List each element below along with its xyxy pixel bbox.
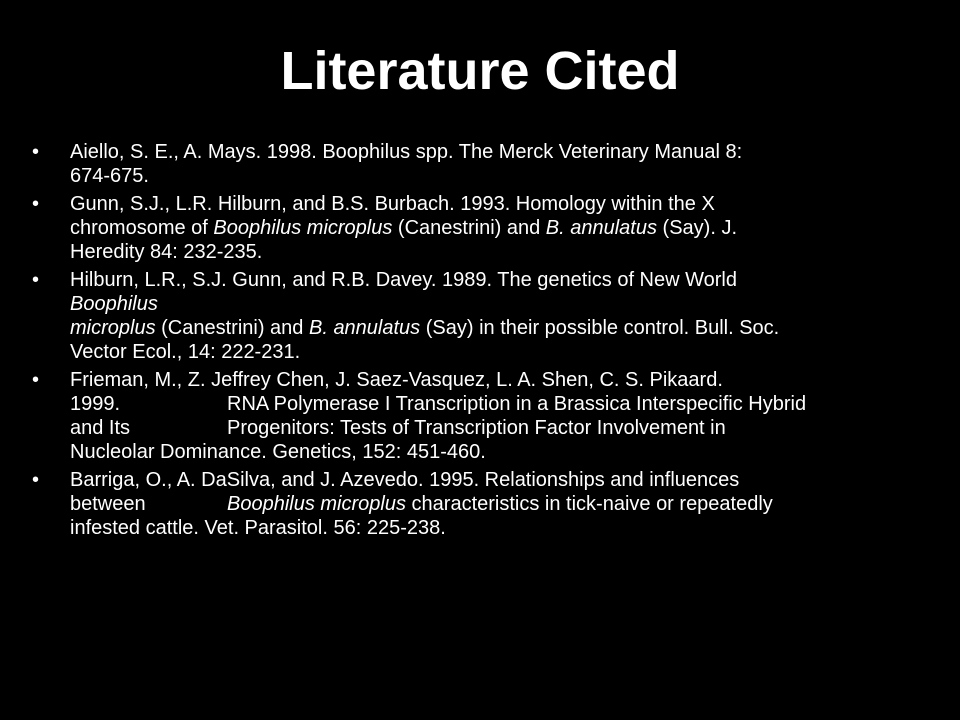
reference-line bbox=[70, 216, 932, 240]
reference-text: chromosome of bbox=[70, 217, 214, 239]
reference-text: Progenitors: Tests of Transcription Factor Involvement in bbox=[227, 417, 726, 439]
reference-text: infested cattle. Vet. Parasitol. 56: 225-238. bbox=[70, 517, 446, 539]
reference-line bbox=[70, 368, 932, 392]
reference-italic-text: Boophilus bbox=[70, 293, 158, 315]
reference-text: (Canestrini) and bbox=[155, 317, 309, 339]
reference-text: Barriga, O., A. DaSilva, and J. Azevedo. 1995. Relationships and influences bbox=[70, 469, 740, 491]
reference-line bbox=[70, 164, 932, 188]
reference-text: Frieman, M., Z. Jeffrey Chen, J. Saez-Vasquez, L. A. Shen, C. S. Pikaard. bbox=[70, 369, 723, 391]
reference-item bbox=[32, 140, 932, 188]
reference-italic-text: Boophilus microplus bbox=[213, 217, 393, 239]
reference-line bbox=[70, 140, 932, 164]
reference-tabbed-text: between bbox=[70, 493, 146, 515]
reference-text: Aiello, S. E., A. Mays. 1998. Boophilus spp. The Merck Veterinary Manual 8: bbox=[70, 141, 743, 163]
reference-line bbox=[70, 416, 932, 440]
reference-text: (Say). J. bbox=[656, 217, 737, 239]
reference-line bbox=[70, 292, 932, 316]
reference-italic-text: B. annulatus bbox=[545, 217, 657, 239]
reference-list bbox=[32, 140, 932, 544]
reference-line bbox=[70, 340, 932, 364]
bullet-icon: • bbox=[32, 193, 40, 215]
reference-text: Nucleolar Dominance. Genetics, 152: 451-460. bbox=[70, 441, 486, 463]
reference-line bbox=[70, 192, 932, 216]
bullet-icon: • bbox=[32, 469, 40, 491]
bullet-icon: • bbox=[32, 369, 40, 391]
reference-line bbox=[70, 492, 932, 516]
reference-item bbox=[32, 268, 932, 364]
reference-text: characteristics in tick-naive or repeatedly bbox=[405, 493, 773, 515]
reference-line bbox=[70, 468, 932, 492]
reference-text: (Say) in their possible control. Bull. Soc. bbox=[420, 317, 780, 339]
reference-text: Gunn, S.J., L.R. Hilburn, and B.S. Burbach. 1993. Homology within the X bbox=[70, 193, 715, 215]
reference-text: Vector Ecol., 14: 222-231. bbox=[70, 341, 301, 363]
reference-tabbed-text: 1999. bbox=[70, 393, 121, 415]
reference-text: Heredity 84: 232-235. bbox=[70, 241, 263, 263]
reference-item bbox=[32, 468, 932, 540]
reference-line bbox=[70, 268, 932, 292]
bullet-icon: • bbox=[32, 141, 40, 163]
reference-line bbox=[70, 316, 932, 340]
reference-tabbed-text: and Its bbox=[70, 417, 131, 439]
reference-item bbox=[32, 192, 932, 264]
reference-italic-text: B. annulatus bbox=[308, 317, 421, 339]
reference-line bbox=[70, 392, 932, 416]
slide-title: Literature Cited bbox=[280, 41, 680, 101]
reference-text: (Canestrini) and bbox=[392, 217, 546, 239]
reference-italic-text: Boophilus microplus bbox=[227, 493, 406, 515]
reference-line bbox=[70, 516, 932, 540]
reference-italic-text: microplus bbox=[70, 317, 156, 339]
reference-line bbox=[70, 240, 932, 264]
reference-text: 674-675. bbox=[70, 165, 149, 187]
bullet-icon: • bbox=[32, 269, 40, 291]
reference-text: RNA Polymerase I Transcription in a Brassica Interspecific Hybrid bbox=[227, 393, 807, 415]
reference-line bbox=[70, 440, 932, 464]
reference-item bbox=[32, 368, 932, 464]
reference-text: Hilburn, L.R., S.J. Gunn, and R.B. Davey. 1989. The genetics of New World bbox=[70, 269, 737, 291]
